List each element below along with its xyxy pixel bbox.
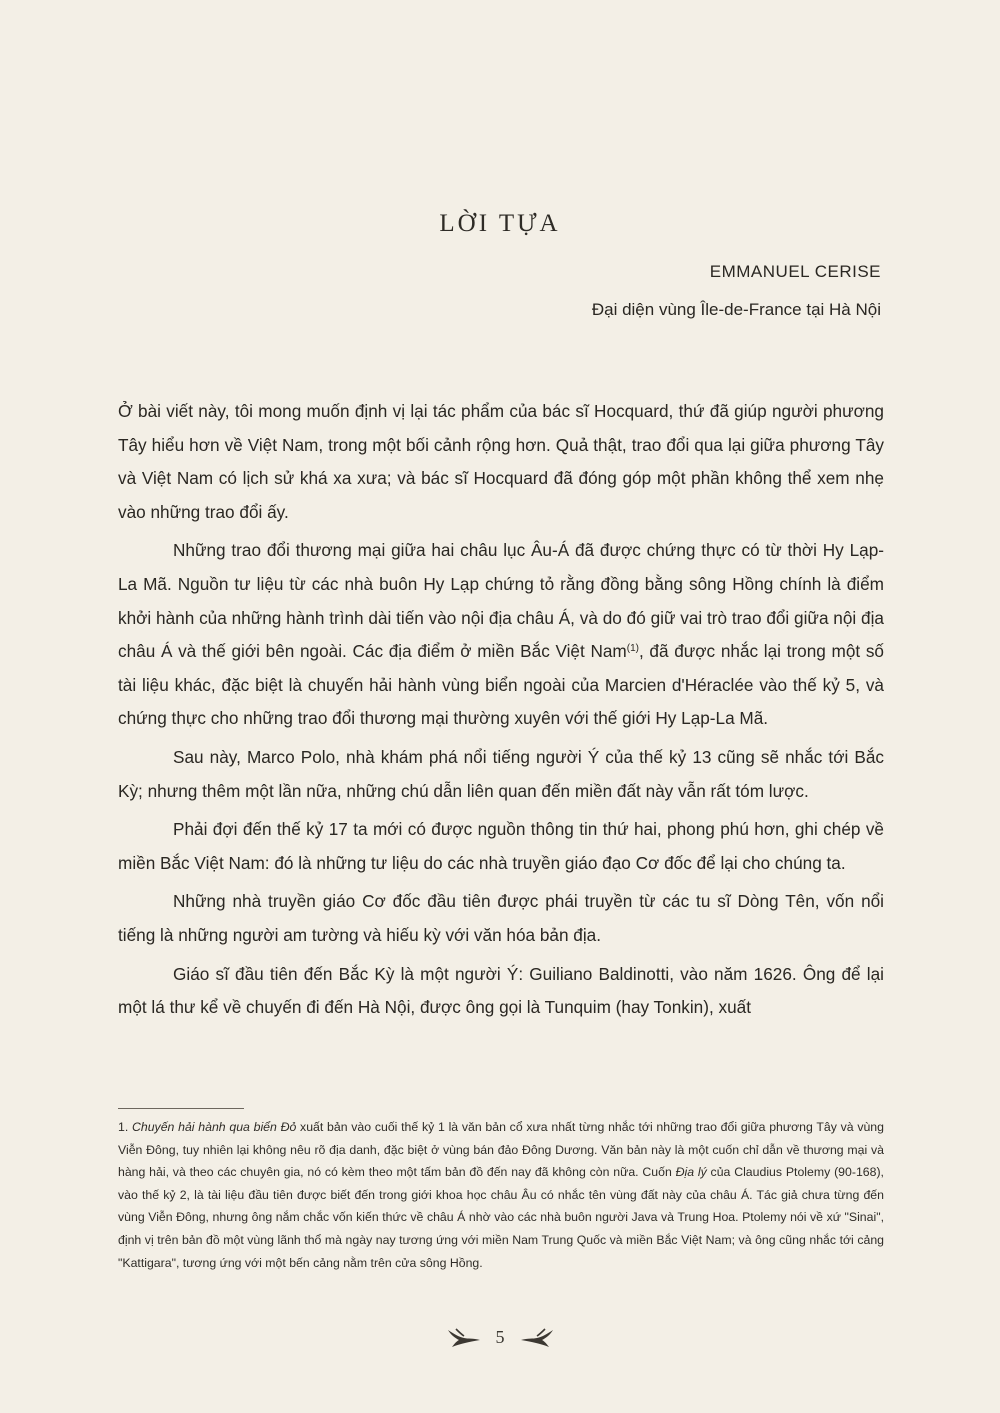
footnote-title-2: Địa lý — [675, 1165, 707, 1180]
page-title: LỜI TỰA — [439, 210, 561, 237]
paragraph-2 — [118, 534, 884, 736]
body-text — [118, 395, 884, 1030]
page-number: 5 — [495, 1326, 505, 1347]
swallow-ornament-icon — [446, 1326, 482, 1348]
paragraph-6: Giáo sĩ đầu tiên đến Bắc Kỳ là một người Ý: Guiliano Baldinotti, vào năm 1626. Ông để lại một lá thư kể về chuyến đi đến Hà Nội, được ông gọi là Tunquim (hay Tonkin), xuất — [118, 963, 884, 1018]
footnote-reference: (1) — [626, 643, 639, 655]
footnote — [118, 1116, 884, 1274]
author-affiliation: Đại diện vùng Île-de-France tại Hà Nội — [591, 300, 881, 319]
footnote-text-2: của Claudius Ptolemy (90-168), vào thế kỷ 2, là tài liệu đầu tiên được biết đến trong giới khoa học châu Âu có nhắc tên vùng đất này của châu Á. Tác giả chưa từng đến vùng Viễn Đông, nhưng ông nắm chắc vốn kiến thức về châu Á nhờ vào các nhà buôn người Java và Trung Hoa. Ptolemy nói về xứ "Sinai", định vị trên bản đồ một vùng lãnh thổ mà ngày nay tương ứng với miền Nam Trung Quốc và miền Bắc Việt Nam; và ông cũng nhắc tới cảng "Kattigara", tương ứng với một bến cảng nằm trên cửa sông Hồng. — [118, 1165, 884, 1270]
swallow-ornament-icon — [519, 1326, 555, 1348]
paragraph-5: Những nhà truyền giáo Cơ đốc đầu tiên được phái truyền từ các tu sĩ Dòng Tên, vốn nổi tiếng là những người am tường và hiếu kỳ với văn hóa bản địa. — [118, 891, 884, 945]
paragraph-2-part-b: , đã được nhắc lại trong một số tài liệu khác, đặc biệt là chuyến hải hành vùng biển ngoài của Marcien d'Héraclée vào thế kỷ 5, và chứng thực cho những trao đổi thương mại thường xuyên với thế giới Hy Lạp-La Mã. — [118, 641, 884, 729]
footnote-number: 1. — [118, 1120, 132, 1134]
page-footer — [0, 1326, 1000, 1348]
footnote-text-1: xuất bản vào cuối thế kỷ 1 là văn bản cổ xưa nhất từng nhắc tới những trao đổi giữa phương Tây và vùng Viễn Đông, tuy nhiên lại không nêu rõ địa danh, đặc biệt ở vùng bán đảo Đông Dương. Văn bản này là một cuốn chỉ dẫn về thương mại và hàng hải, và theo các chuyên gia, nó có kèm theo một tấm bản đồ đến nay đã không còn nữa. Cuốn — [118, 1120, 884, 1180]
author-name: EMMANUEL CERISE — [709, 262, 881, 281]
paragraph-1: Ở bài viết này, tôi mong muốn định vị lại tác phẩm của bác sĩ Hocquard, thứ đã giúp người phương Tây hiểu hơn về Việt Nam, trong một bối cảnh rộng hơn. Quả thật, trao đổi qua lại giữa phương Tây và Việt Nam có lịch sử khá xa xưa; và bác sĩ Hocquard đã đóng góp một phần không thể xem nhẹ vào những trao đổi ấy. — [118, 401, 884, 522]
footnote-divider — [118, 1108, 244, 1109]
paragraph-3: Sau này, Marco Polo, nhà khám phá nổi tiếng người Ý của thế kỷ 13 cũng sẽ nhắc tới Bắc Kỳ; nhưng thêm một lần nữa, những chú dẫn liên quan đến miền đất này vẫn rất tóm lược. — [118, 746, 884, 801]
footnote-title-1: Chuyến hải hành qua biển Đỏ — [132, 1120, 297, 1134]
paragraph-4: Phải đợi đến thế kỷ 17 ta mới có được nguồn thông tin thứ hai, phong phú hơn, ghi chép về miền Bắc Việt Nam: đó là những tư liệu do các nhà truyền giáo đạo Cơ đốc để lại cho chúng ta. — [118, 819, 884, 873]
paragraph-2-part-a: Những trao đổi thương mại giữa hai châu lục Âu-Á đã được chứng thực có từ thời Hy Lạp-La Mã. Nguồn tư liệu từ các nhà buôn Hy Lạp chứng tỏ rằng đồng bằng sông Hồng chính là điểm khởi hành của những hành trình dài tiến vào nội địa châu Á, và do đó giữ vai trò trao đổi giữa nội địa châu Á và thế giới bên ngoài. Các địa điểm ở miền Bắc Việt Nam — [118, 540, 884, 662]
